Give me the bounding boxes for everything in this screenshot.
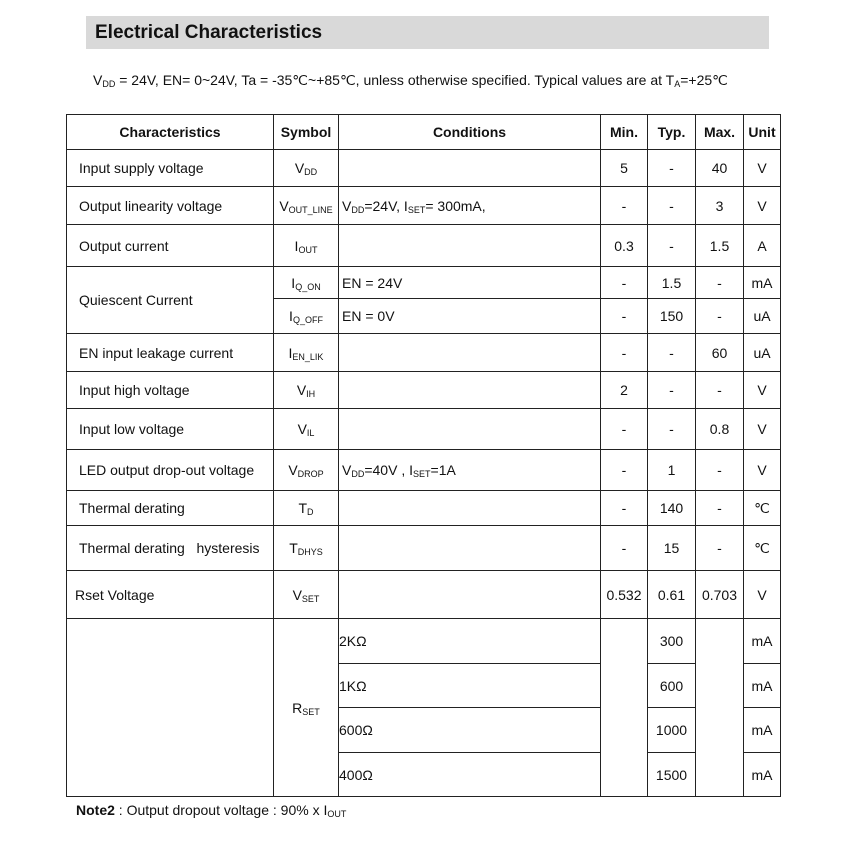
test-conditions-line	[93, 72, 728, 89]
table-row	[67, 267, 781, 299]
param-symbol: $V_{IH}$	[274, 372, 339, 409]
param-min: -	[601, 450, 648, 491]
param-min: -	[601, 491, 648, 526]
table-row	[67, 334, 781, 372]
table-row	[67, 150, 781, 187]
param-max: 60	[696, 334, 744, 372]
param-symbol: $V_{OUT\_LINE}$	[274, 187, 339, 225]
cond-text: V	[93, 72, 103, 88]
param-unit: mA	[744, 267, 781, 299]
param-typ: 1.5	[648, 267, 696, 299]
param-typ: -	[648, 372, 696, 409]
param-typ: -	[648, 150, 696, 187]
table-row	[67, 619, 781, 664]
rset-resistance: 1KΩ	[339, 664, 601, 708]
param-unit: mA	[744, 708, 781, 753]
param-name: Thermal derating hysteresis	[67, 526, 274, 571]
table-row	[67, 372, 781, 409]
param-unit: ℃	[744, 526, 781, 571]
param-unit: V	[744, 409, 781, 450]
header-min: Min.	[601, 115, 648, 150]
table-row	[67, 491, 781, 526]
param-typ: 15	[648, 526, 696, 571]
param-symbol: $T_D$	[274, 491, 339, 526]
param-name: Input low voltage	[67, 409, 274, 450]
note-label: Note2	[76, 802, 115, 818]
header-conditions: Conditions	[339, 115, 601, 150]
param-unit: uA	[744, 334, 781, 372]
param-symbol: $R_{SET}$	[274, 619, 339, 797]
note-sub: OUT	[327, 809, 347, 819]
param-symbol: $V_{DD}$	[274, 150, 339, 187]
param-min-empty	[601, 619, 648, 797]
param-max: -	[696, 450, 744, 491]
param-conditions: $V_{DD}=24V$, $I_{SET}= 300mA$,	[339, 187, 601, 225]
header-max: Max.	[696, 115, 744, 150]
param-unit: V	[744, 187, 781, 225]
param-min: -	[601, 299, 648, 334]
param-symbol: $I_{Q\_OFF}$	[274, 299, 339, 334]
param-name: Input supply voltage	[67, 150, 274, 187]
param-name-empty	[67, 619, 274, 797]
param-typ: 300	[648, 619, 696, 664]
param-conditions	[339, 491, 601, 526]
table-row	[67, 526, 781, 571]
param-typ: 1500	[648, 753, 696, 797]
rset-resistance: 600Ω	[339, 708, 601, 753]
param-name: EN input leakage current	[67, 334, 274, 372]
param-typ: -	[648, 187, 696, 225]
param-unit: mA	[744, 664, 781, 708]
param-typ: 140	[648, 491, 696, 526]
param-max: -	[696, 526, 744, 571]
param-typ: 0.61	[648, 571, 696, 619]
header-characteristics: Characteristics	[67, 115, 274, 150]
param-symbol: $I_{OUT}$	[274, 225, 339, 267]
cond-sub: DD	[102, 79, 116, 89]
param-unit: V	[744, 150, 781, 187]
note-text: : Output dropout voltage : 90% x I	[114, 802, 328, 818]
param-max: 1.5	[696, 225, 744, 267]
param-max: -	[696, 372, 744, 409]
param-min: 5	[601, 150, 648, 187]
section-title: Electrical Characteristics	[95, 22, 323, 43]
param-max: -	[696, 491, 744, 526]
param-typ: 150	[648, 299, 696, 334]
param-unit: uA	[744, 299, 781, 334]
param-unit: V	[744, 450, 781, 491]
param-symbol: $T_{DHYS}$	[274, 526, 339, 571]
param-min: 0.3	[601, 225, 648, 267]
cond-sub: A	[674, 79, 681, 89]
param-name: Input high voltage	[67, 372, 274, 409]
param-min: -	[601, 526, 648, 571]
param-typ: 1	[648, 450, 696, 491]
param-unit: A	[744, 225, 781, 267]
param-min: -	[601, 187, 648, 225]
param-name: LED output drop-out voltage	[67, 450, 274, 491]
param-symbol: $V_{SET}$	[274, 571, 339, 619]
param-max: 3	[696, 187, 744, 225]
table-row	[67, 450, 781, 491]
param-name: Output linearity voltage	[67, 187, 274, 225]
electrical-characteristics-table	[66, 114, 781, 797]
param-symbol: $V_{DROP}$	[274, 450, 339, 491]
param-unit: ℃	[744, 491, 781, 526]
param-name: Output current	[67, 225, 274, 267]
param-symbol: $I_{Q\_ON}$	[274, 267, 339, 299]
param-conditions	[339, 150, 601, 187]
cond-text: =+25℃	[680, 72, 728, 88]
rset-resistance: 400Ω	[339, 753, 601, 797]
param-typ: -	[648, 225, 696, 267]
param-max: -	[696, 267, 744, 299]
param-conditions: EN = 0V	[339, 299, 601, 334]
section-title-bar	[86, 16, 769, 49]
param-conditions	[339, 526, 601, 571]
table-row	[67, 187, 781, 225]
param-min: -	[601, 267, 648, 299]
param-typ: -	[648, 334, 696, 372]
param-conditions	[339, 571, 601, 619]
table-row	[67, 571, 781, 619]
header-typ: Typ.	[648, 115, 696, 150]
param-symbol: $I_{EN\_LIK}$	[274, 334, 339, 372]
param-unit: V	[744, 372, 781, 409]
param-conditions	[339, 334, 601, 372]
param-min: -	[601, 409, 648, 450]
param-max-empty	[696, 619, 744, 797]
param-name: Thermal derating	[67, 491, 274, 526]
param-min: 2	[601, 372, 648, 409]
rset-resistance: 2KΩ	[339, 619, 601, 664]
param-unit: V	[744, 571, 781, 619]
header-row	[67, 115, 781, 150]
param-conditions: EN = 24V	[339, 267, 601, 299]
header-symbol: Symbol	[274, 115, 339, 150]
param-unit: mA	[744, 753, 781, 797]
param-conditions	[339, 225, 601, 267]
param-max: 40	[696, 150, 744, 187]
param-conditions	[339, 409, 601, 450]
cond-text: = 24V, EN= 0~24V, Ta = -35℃~+85℃, unless otherwise specified. Typical values are at T	[115, 72, 675, 88]
header-unit: Unit	[744, 115, 781, 150]
param-max: -	[696, 299, 744, 334]
param-typ: 600	[648, 664, 696, 708]
param-max: 0.8	[696, 409, 744, 450]
param-max: 0.703	[696, 571, 744, 619]
param-min: -	[601, 334, 648, 372]
param-name: Quiescent Current	[67, 267, 274, 334]
param-symbol: $V_{IL}$	[274, 409, 339, 450]
footnote	[76, 802, 346, 818]
table-row	[67, 409, 781, 450]
param-name: Rset Voltage	[67, 571, 274, 619]
param-conditions	[339, 372, 601, 409]
param-typ: -	[648, 409, 696, 450]
param-conditions: $V_{DD}=40V$ , $I_{SET}=1A$	[339, 450, 601, 491]
table-row	[67, 225, 781, 267]
param-min: 0.532	[601, 571, 648, 619]
param-unit: mA	[744, 619, 781, 664]
param-typ: 1000	[648, 708, 696, 753]
